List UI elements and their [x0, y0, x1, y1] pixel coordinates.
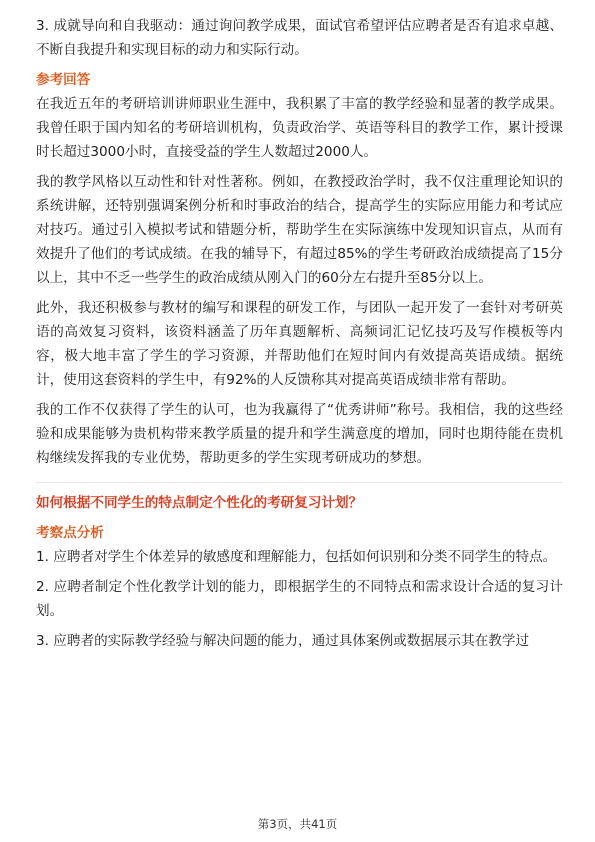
- answer-paragraph: 我的工作不仅获得了学生的认可，也为我赢得了“优秀讲师”称号。我相信，我的这些经验和成果能够为贵机构带来教学质量的提升和学生满意度的增加，同时也期待能在贵机构继续发挥我的专业优势，帮助更多的学生实现考研成功的梦想。: [36, 402, 563, 466]
- intro-point-3: 3. 成就导向和自我驱动：通过询问教学成果，面试官希望评估应聘者是否有追求卓越、不断自我提升和实现目标的动力和实际行动。: [36, 18, 563, 58]
- analysis-heading: 考察点分析: [36, 525, 104, 541]
- analysis-point: 2. 应聘者制定个性化教学计划的能力，即根据学生的不同特点和需求设计合适的复习计划。: [36, 579, 563, 619]
- reference-answer-heading: 参考回答: [36, 72, 91, 88]
- analysis-point: 3. 应聘者的实际教学经验与解决问题的能力，通过具体案例或数据展示其在教学过: [36, 633, 530, 649]
- section-divider: [36, 482, 563, 483]
- analysis-point: 1. 应聘者对学生个体差异的敏感度和理解能力，包括如何识别和分类不同学生的特点。: [36, 549, 557, 565]
- document-page: [36, 14, 563, 653]
- answer-paragraph: 此外，我还积极参与教材的编写和课程的研发工作，与团队一起开发了一套针对考研英语的高效复习资料，该资料涵盖了历年真题解析、高频词汇记忆技巧及写作模板等内容，极大地丰富了学生的学习资源，并帮助他们在短时间内有效提高英语成绩。据统计，使用这套资料的学生中，有92%的人反馈称其对提高英语成绩非常有帮助。: [36, 300, 563, 388]
- answer-paragraph: 我的教学风格以互动性和针对性著称。例如，在教授政治学时，我不仅注重理论知识的系统讲解，还特别强调案例分析和时事政治的结合，提高学生的实际应用能力和考试应对技巧。通过引入模拟考试和错题分析，帮助学生在实际演练中发现知识盲点，从而有效提升了他们的考试成绩。在我的辅导下，有超过85%的学生考研政治成绩提高了15分以上，其中不乏一些学生的政治成绩从刚入门的60分左右提升至85分以上。: [36, 174, 563, 286]
- page-footer: 第3页，共41页: [257, 817, 338, 831]
- question-title: 如何根据不同学生的特点制定个性化的考研复习计划？: [36, 495, 363, 511]
- answer-paragraph: 在我近五年的考研培训讲师职业生涯中，我积累了丰富的教学经验和显著的教学成果。我曾任职于国内知名的考研培训机构，负责政治学、英语等科目的教学工作，累计授课时长超过3000小时，直接受益的学生人数超过2000人。: [36, 96, 563, 160]
